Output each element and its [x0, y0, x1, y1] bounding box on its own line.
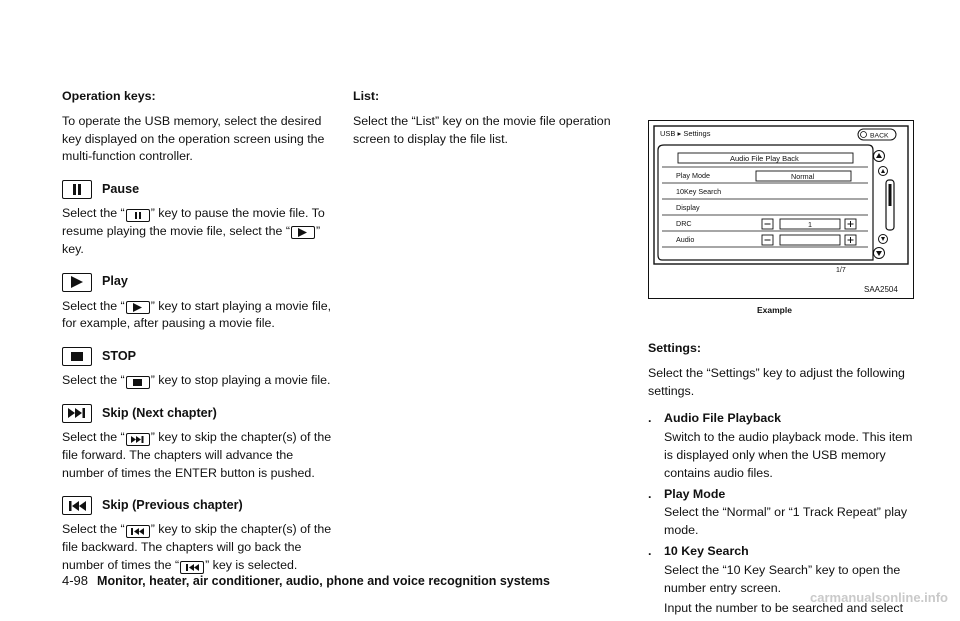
- pause-icon: [62, 180, 92, 199]
- list-item-title: Play Mode: [664, 486, 726, 501]
- chapter-title: Monitor, heater, air conditioner, audio, phone and voice recognition systems: [97, 574, 550, 588]
- back-label: BACK: [870, 132, 889, 140]
- watermark: carmanualsonline.info: [810, 590, 948, 605]
- stop-description: Select the “ ” key to stop playing a movie file.: [62, 373, 331, 388]
- stop-icon: [62, 347, 92, 366]
- prev-key-row: [62, 496, 332, 515]
- list-item-text-continued: Input the number to be searched and select: [664, 601, 904, 616]
- list-item: [648, 410, 913, 428]
- play-key-row: [62, 273, 332, 292]
- menu-row-label: Display: [676, 203, 700, 212]
- play-title: Play: [102, 274, 128, 289]
- list-paragraph: Select the “List” key on the movie file operation screen to display the file list.: [353, 113, 611, 146]
- column-list: [353, 88, 625, 158]
- skip-previous-icon: [62, 496, 92, 515]
- settings-intro: Select the “Settings” key to adjust the following settings.: [648, 365, 905, 398]
- stop-icon: [126, 376, 150, 389]
- play-mode-value: Normal: [791, 172, 815, 181]
- menu-row-label: DRC: [676, 219, 692, 228]
- title-row-label: Audio File Play Back: [730, 154, 799, 163]
- bullet: .: [648, 411, 652, 426]
- pause-title: Pause: [102, 181, 140, 196]
- list-item-text: Select the “10 Key Search” key to open the number entry screen.: [664, 562, 901, 595]
- column-operation-keys: [62, 88, 332, 585]
- skip-next-icon: [126, 433, 150, 446]
- skip-next-icon: [62, 404, 92, 423]
- stop-title: STOP: [102, 348, 137, 363]
- drc-value: 1: [808, 220, 812, 229]
- pause-description: Select the “ ” key to pause the movie file. To resume playing the movie file, select the “ ” key.: [62, 206, 325, 256]
- list-item-title: Audio File Playback: [664, 411, 782, 426]
- breadcrumb: USB ▸ Settings: [660, 129, 711, 138]
- next-key-row: [62, 404, 332, 423]
- settings-screen-figure: [648, 120, 914, 316]
- page-number: 4-98: [62, 573, 89, 588]
- menu-row-label: Audio: [676, 235, 695, 244]
- skip-previous-icon: [126, 525, 150, 538]
- list-item-text: Select the “Normal” or “1 Track Repeat” play mode.: [664, 505, 908, 538]
- menu-row-label: Play Mode: [676, 171, 710, 180]
- section-heading-operation-keys: Operation keys:: [62, 89, 156, 103]
- list-item-text: Switch to the audio playback mode. This item is displayed only when the USB memory contains audio files.: [664, 430, 913, 480]
- figure-code: SAA2504: [864, 285, 898, 294]
- prev-description: Select the “ ” key to skip the chapter(s) of the file backward. The chapters will go back the number of times the “ ” key is selected.: [62, 522, 332, 572]
- audio-value-box: [780, 235, 840, 245]
- pause-icon: [126, 209, 150, 222]
- list-item: [648, 486, 913, 504]
- bullet: .: [648, 543, 652, 558]
- list-item-title: 10 Key Search: [664, 543, 749, 558]
- pause-key-row: [62, 180, 332, 199]
- menu-row-label: 10Key Search: [676, 187, 722, 196]
- play-description: Select the “ ” key to start playing a movie file, for example, after pausing a movie file.: [62, 298, 332, 331]
- next-description: Select the “ ” key to skip the chapter(s) of the file forward. The chapters will advance the number of times the ENTER button is pushed.: [62, 429, 332, 480]
- figure-caption: Example: [757, 305, 792, 315]
- play-icon: [62, 273, 92, 292]
- play-icon: [291, 226, 315, 239]
- prev-title: Skip (Previous chapter): [102, 497, 243, 512]
- list-item: [648, 543, 913, 561]
- section-heading-list: List:: [353, 89, 380, 103]
- play-icon: [126, 301, 150, 314]
- bullet: .: [648, 486, 652, 501]
- section-heading-settings: Settings:: [648, 341, 702, 355]
- next-title: Skip (Next chapter): [102, 405, 217, 420]
- scrollbar-thumb: [889, 184, 892, 206]
- page-footer: [62, 573, 550, 588]
- skip-previous-icon: [180, 561, 204, 574]
- stop-key-row: [62, 347, 332, 366]
- column-settings: [648, 340, 913, 621]
- page-indicator: 1/7: [836, 267, 846, 274]
- intro-paragraph: To operate the USB memory, select the desired key displayed on the operation screen using the multi-function controller.: [62, 113, 325, 164]
